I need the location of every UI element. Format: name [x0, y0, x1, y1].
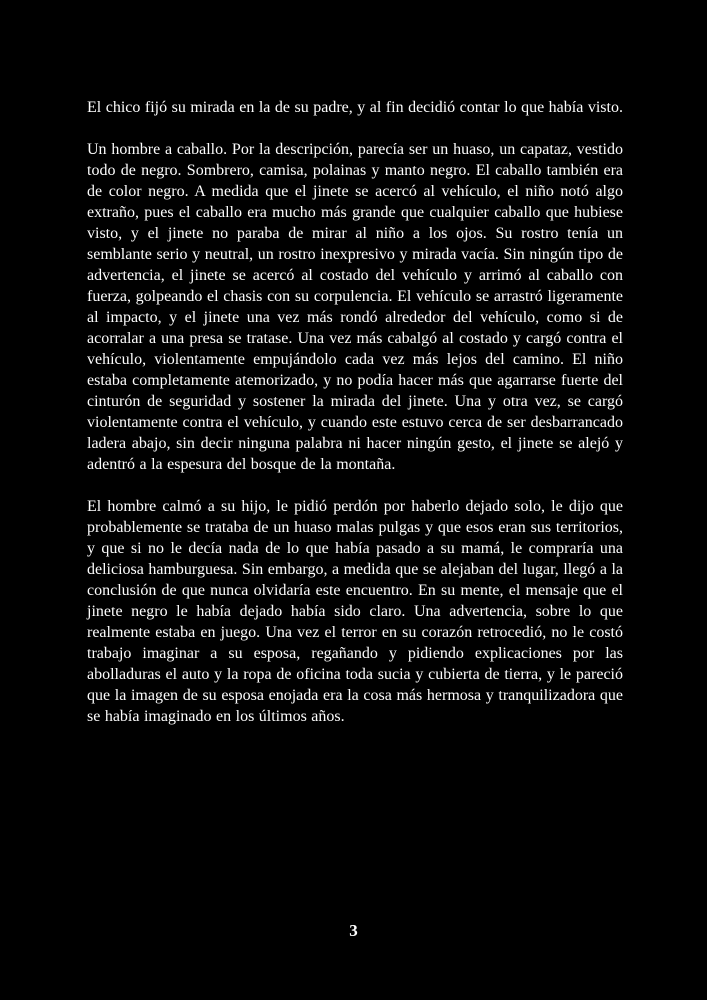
text-block: [87, 97, 623, 748]
paragraph-2: Un hombre a caballo. Por la descripción, parecía ser un huaso, un capataz, vestido todo de negro. Sombrero, camisa, polainas y manto negro. El caballo también era de color negro. A medida que el jinete se acercó al vehículo, el niño notó algo extraño, pues el caballo era mucho más grande que cualquier caballo que hubiese visto, y el jinete no paraba de mirar al niño a los ojos. Su rostro tenía un semblante serio y neutral, un rostro inexpresivo y mirada vacía. Sin ningún tipo de advertencia, el jinete se acercó al costado del vehículo y arrimó al caballo con fuerza, golpeando el chasis con su corpulencia. El vehículo se arrastró ligeramente al impacto, y el jinete una vez más rondó alrededor del vehículo, como si de acorralar a una presa se tratase. Una vez más cabalgó al costado y cargó contra el vehículo, violentamente empujándolo cada vez más lejos del camino. El niño estaba completamente atemorizado, y no podía hacer más que agarrarse fuerte del cinturón de seguridad y sostener la mirada del jinete. Una y otra vez, se cargó violentamente contra el vehículo, y cuando este estuvo cerca de ser desbarrancado ladera abajo, sin decir ninguna palabra ni hacer ningún gesto, el jinete se alejó y adentró a la espesura del bosque de la montaña.: [87, 141, 623, 473]
paragraph-3: El hombre calmó a su hijo, le pidió perdón por haberlo dejado solo, le dijo que probablemente se trataba de un huaso malas pulgas y que esos eran sus territorios, y que si no le decía nada de lo que había pasado a su mamá, le compraría una deliciosa hamburguesa. Sin embargo, a medida que se alejaban del lugar, llegó a la conclusión de que nunca olvidaría este encuentro. En su mente, el mensaje que el jinete negro le había dejado había sido claro. Una advertencia, sobre lo que realmente estaba en juego. Una vez el terror en su corazón retrocedió, no le costó trabajo imaginar a su esposa, regañando y pidiendo explicaciones por las abolladuras el auto y la ropa de oficina toda sucia y cubierta de tierra, y le pareció que la imagen de su esposa enojada era la cosa más hermosa y tranquilizadora que se había imaginado en los últimos años.: [87, 498, 623, 725]
page-number: 3: [349, 921, 358, 940]
paragraph-1: El chico fijó su mirada en la de su padre, y al fin decidió contar lo que había visto.: [87, 99, 623, 116]
